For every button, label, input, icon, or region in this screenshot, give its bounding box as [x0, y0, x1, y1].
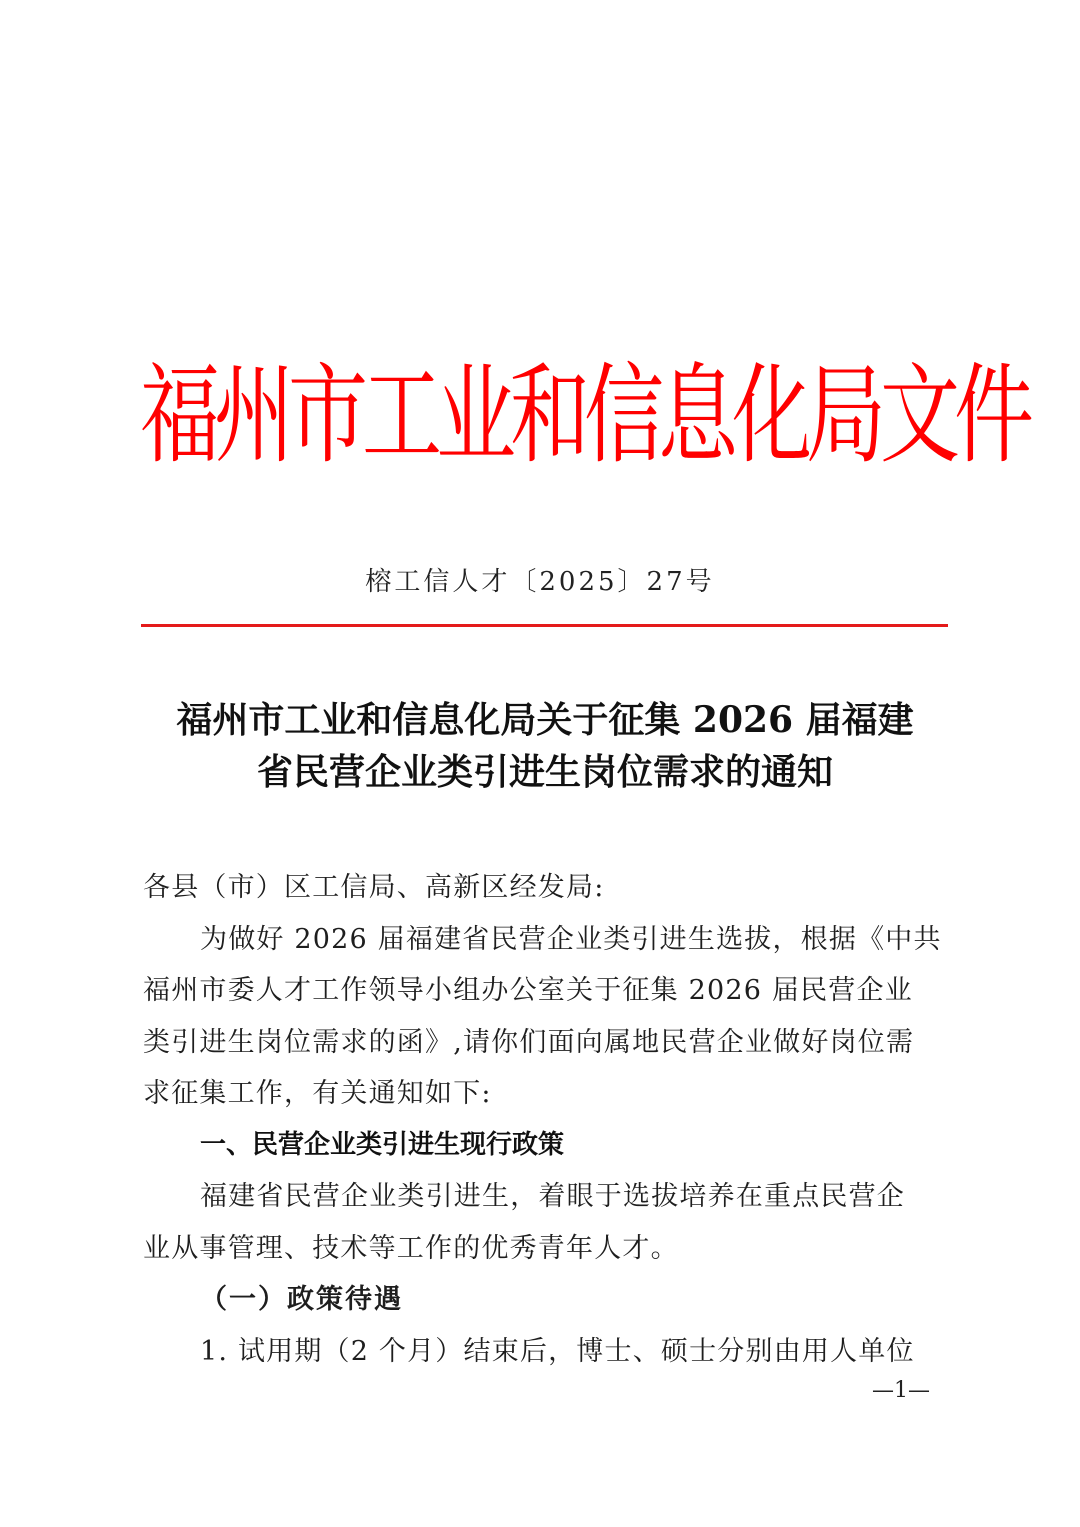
paragraph-2-line-2: 业从事管理、技术等工作的优秀青年人才。 — [143, 1232, 679, 1264]
paragraph-1-line-3: 类引进生岗位需求的函》,请你们面向属地民营企业做好岗位需 — [143, 1026, 915, 1058]
document-body — [143, 862, 942, 1377]
red-divider-rule — [141, 624, 948, 627]
notice-title — [140, 694, 950, 798]
paragraph-1-line-4: 求征集工作，有关通知如下: — [143, 1078, 492, 1109]
salutation: 各县（市）区工信局、高新区经发局: — [143, 872, 605, 903]
paragraph-1-line-1: 为做好 2026 届福建省民营企业类引进生选拔，根据《中共 — [200, 923, 942, 955]
paragraph-2-line-1: 福建省民营企业类引进生，着眼于选拔培养在重点民营企 — [200, 1181, 905, 1212]
page-number: —1— — [872, 1378, 930, 1403]
notice-title-line-1: 福州市工业和信息化局关于征集 2026 届福建 — [176, 699, 914, 741]
section-heading-1: 一、民营企业类引进生现行政策 — [200, 1129, 565, 1160]
list-item-1: 1. 试用期（2 个月）结束后，博士、硕士分别由用人单位 — [200, 1335, 915, 1367]
notice-title-line-2: 省民营企业类引进生岗位需求的通知 — [256, 751, 833, 793]
masthead-title: 福州市工业和信息化局文件 — [140, 352, 1028, 479]
subsection-heading-1: （一）政策待遇 — [200, 1284, 403, 1315]
document-number: 榕工信人才〔2025〕27号 — [365, 567, 715, 597]
paragraph-1-line-2: 福州市委人才工作领导小组办公室关于征集 2026 届民营企业 — [143, 975, 913, 1006]
